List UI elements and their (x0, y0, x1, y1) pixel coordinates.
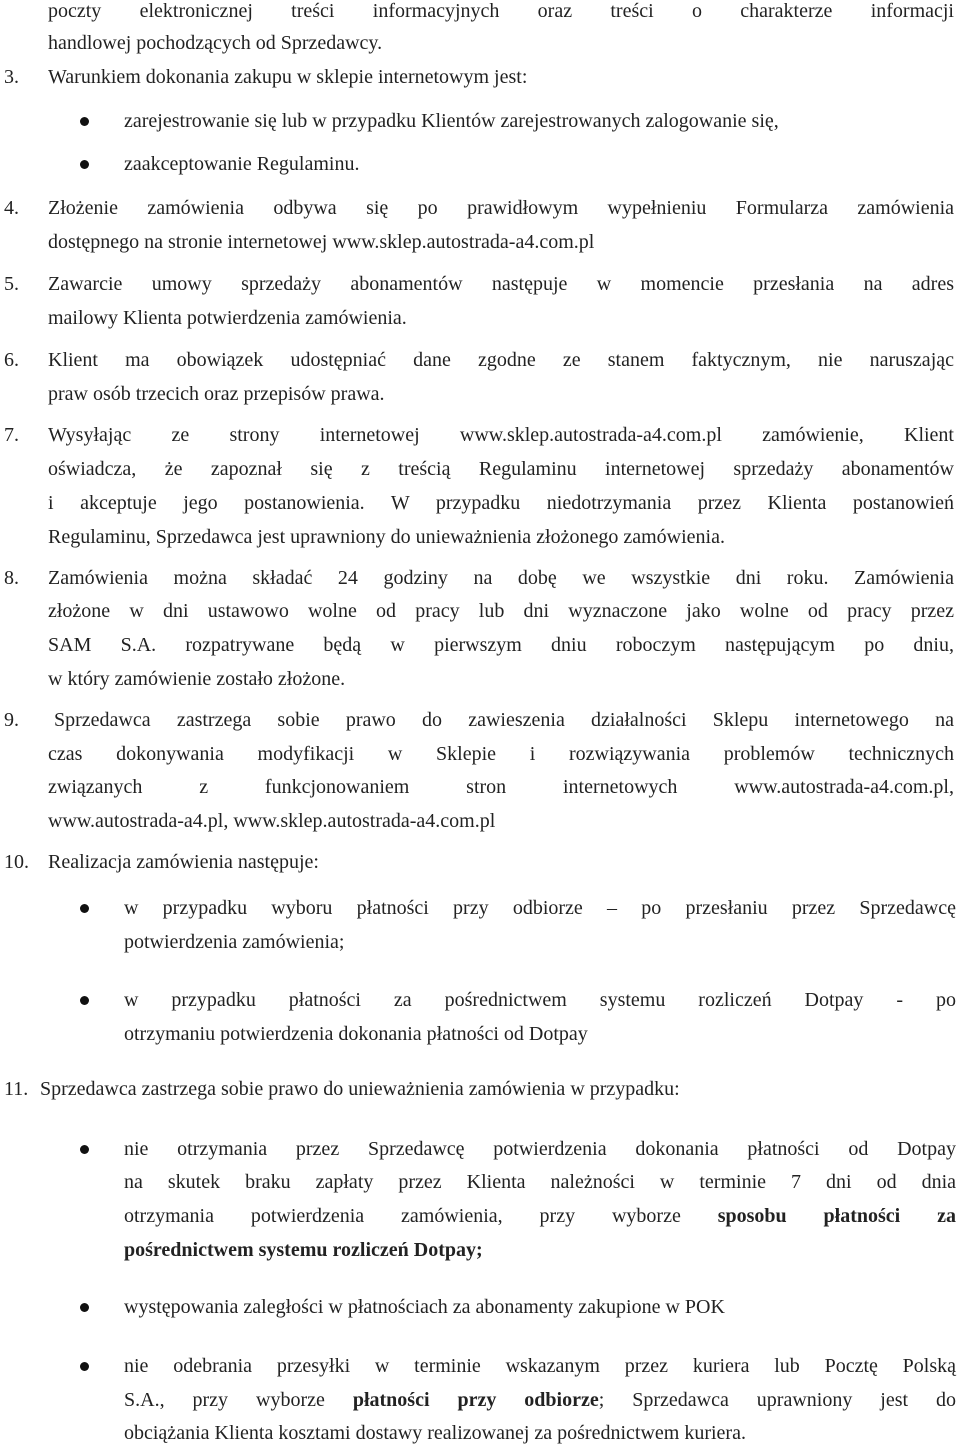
intro-line-2: handlowej pochodzących od Sprzedawcy. (48, 32, 383, 54)
item-11-bullet-3-line-2 (124, 1387, 956, 1413)
item-number-5: 5. (4, 273, 19, 295)
item-11-bullet-2: występowania zaległości w płatnościach za abonamenty zakupione w POK (124, 1296, 725, 1318)
item-10-bullet-2-line-2: otrzymaniu potwierdzenia dokonania płatności od Dotpay (124, 1023, 588, 1045)
item-number-9: 9. (4, 709, 19, 731)
item-9-line-4: www.autostrada-a4.pl, www.sklep.autostrada-a4.com.pl (48, 810, 496, 832)
item-11-bullet-1-line-3 (124, 1203, 956, 1229)
bullet-icon (80, 1362, 89, 1371)
item-10-bullet-1-line-1: w przypadku wyboru płatności przy odbiorze – po przesłaniu przez Sprzedawcę (124, 897, 956, 919)
item-11-text: Sprzedawca zastrzega sobie prawo do unieważnienia zamówienia w przypadku: (40, 1078, 680, 1100)
item-8-line-2: złożone w dni ustawowo wolne od pracy lub dni wyznaczone jako wolne od pracy przez (48, 600, 954, 622)
item-5-line-2: mailowy Klienta potwierdzenia zamówienia. (48, 307, 407, 329)
item-3-bullet-2: zaakceptowanie Regulaminu. (124, 153, 360, 175)
item-4-line-1: Złożenie zamówienia odbywa się po prawidłowym wypełnieniu Formularza zamówienia (48, 197, 954, 219)
bullet-icon (80, 1303, 89, 1312)
item-10-text: Realizacja zamówienia następuje: (48, 851, 319, 873)
bullet-icon (80, 117, 89, 126)
item-10-bullet-1-line-2: potwierdzenia zamówienia; (124, 931, 345, 953)
item-number-11: 11. (4, 1078, 29, 1100)
item-9-line-2: czas dokonywania modyfikacji w Sklepie i rozwiązywania problemów technicznych (48, 743, 954, 765)
item-11-bullet-3-line-2-pre: S.A., przy wyborze (124, 1389, 325, 1411)
item-9-line-3: związanych z funkcjonowaniem stron internetowych www.autostrada-a4.com.pl, (48, 776, 954, 798)
item-11-bullet-3-line-2-post: ; Sprzedawca uprawniony jest do (598, 1389, 956, 1411)
item-3-text: Warunkiem dokonania zakupu w sklepie internetowym jest: (48, 66, 528, 88)
item-7-line-4: Regulaminu, Sprzedawca jest uprawniony do unieważnienia złożonego zamówienia. (48, 526, 725, 548)
item-11-bullet-1-line-4 (124, 1237, 483, 1263)
bullet-icon (80, 996, 89, 1005)
intro-line-1: poczty elektronicznej treści informacyjnych oraz treści o charakterze informacji (48, 0, 954, 22)
item-11-bullet-3-bold: płatności przy odbiorze (352, 1389, 599, 1411)
item-11-bullet-1-line-2: na skutek braku zapłaty przez Klienta należności w terminie 7 dni od dnia (124, 1171, 956, 1193)
item-11-bullet-1-line-1: nie otrzymania przez Sprzedawcę potwierdzenia dokonania płatności od Dotpay (124, 1138, 956, 1160)
item-7-line-3: i akceptuje jego postanowienia. W przypadku niedotrzymania przez Klienta postanowień (48, 492, 954, 514)
item-9-line-1: Sprzedawca zastrzega sobie prawo do zawieszenia działalności Sklepu internetowego na (54, 709, 954, 731)
bullet-icon (80, 1145, 89, 1154)
item-number-10: 10. (4, 851, 29, 873)
item-11-bullet-3-line-1: nie odebrania przesyłki w terminie wskazanym przez kuriera lub Pocztę Polską (124, 1355, 956, 1377)
item-11-bullet-3-line-3: obciążania Klienta kosztami dostawy realizowanej za pośrednictwem kuriera. (124, 1422, 746, 1444)
item-11-bullet-1-bold-2: pośrednictwem systemu rozliczeń Dotpay; (124, 1239, 483, 1261)
item-number-6: 6. (4, 349, 19, 371)
item-7-line-2: oświadcza, że zapoznał się z treścią Regulaminu internetowej sprzedaży abonamentów (48, 458, 954, 480)
item-8-line-3: SAM S.A. rozpatrywane będą w pierwszym dniu roboczym następującym po dniu, (48, 634, 954, 656)
item-7-line-1: Wysyłając ze strony internetowej www.sklep.autostrada-a4.com.pl zamówienie, Klient (48, 424, 954, 446)
item-4-line-2: dostępnego na stronie internetowej www.sklep.autostrada-a4.com.pl (48, 231, 595, 253)
bullet-icon (80, 160, 89, 169)
item-10-bullet-2-line-1: w przypadku płatności za pośrednictwem systemu rozliczeń Dotpay - po (124, 989, 956, 1011)
item-5-line-1: Zawarcie umowy sprzedaży abonamentów następuje w momencie przesłania na adres (48, 273, 954, 295)
item-11-bullet-1-bold-1: sposobu płatności za (717, 1205, 956, 1227)
item-number-8: 8. (4, 567, 19, 589)
item-number-7: 7. (4, 424, 19, 446)
item-number-4: 4. (4, 197, 19, 219)
item-3-bullet-1: zarejestrowanie się lub w przypadku Klientów zarejestrowanych zalogowanie się, (124, 110, 779, 132)
item-8-line-4: w który zamówienie zostało złożone. (48, 668, 346, 690)
item-6-line-2: praw osób trzecich oraz przepisów prawa. (48, 383, 385, 405)
item-11-bullet-1-line-3-text: otrzymania potwierdzenia zamówienia, przy wyborze (124, 1205, 681, 1227)
bullet-icon (80, 904, 89, 913)
item-6-line-1: Klient ma obowiązek udostępniać dane zgodne ze stanem faktycznym, nie naruszając (48, 349, 954, 371)
item-8-line-1: Zamówienia można składać 24 godziny na dobę we wszystkie dni roku. Zamówienia (48, 567, 954, 589)
item-number-3: 3. (4, 66, 19, 88)
